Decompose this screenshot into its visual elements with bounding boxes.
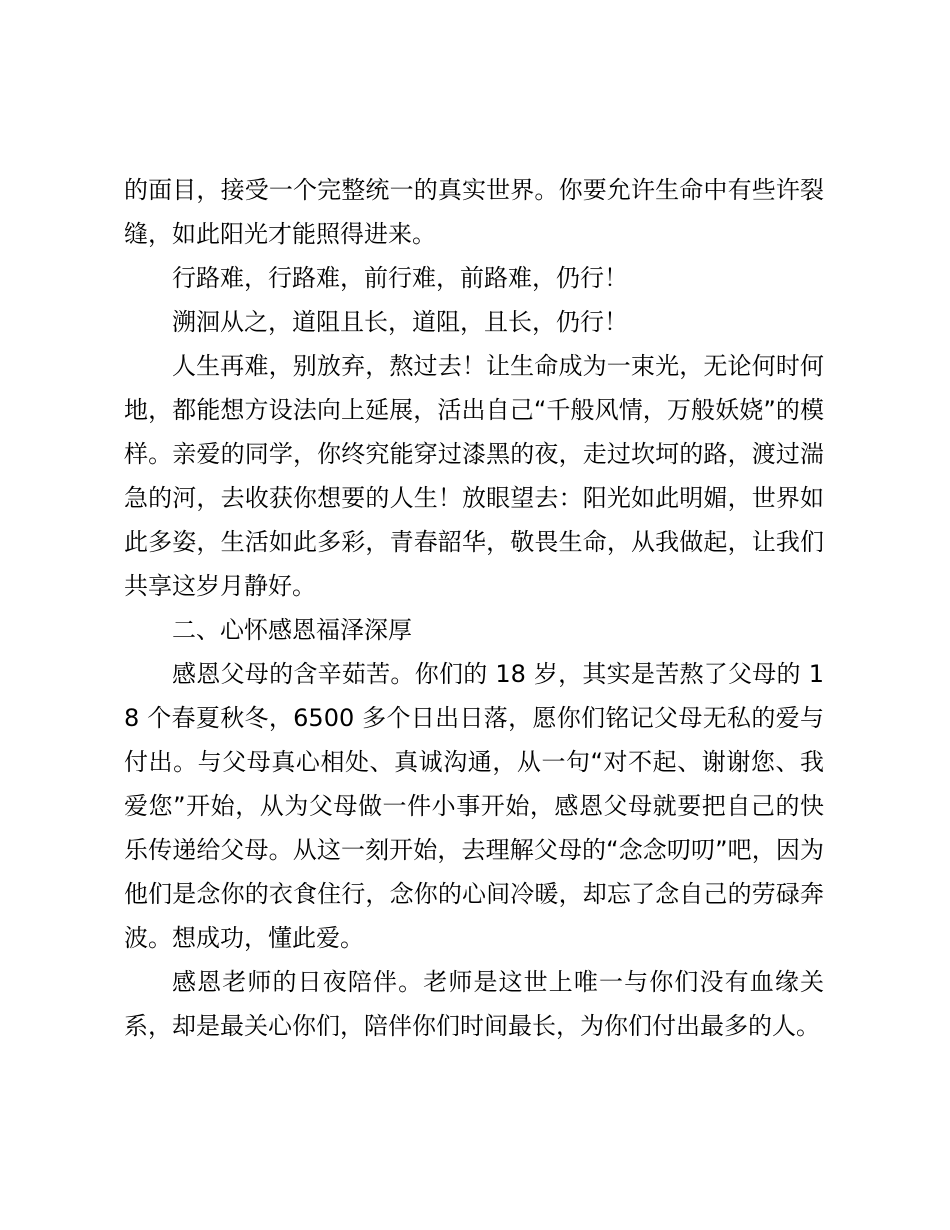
body-text [124, 168, 824, 1048]
paragraph-6: 感恩老师的日夜陪伴。老师是这世上唯一与你们没有血缘关系，却是最关心你们，陪伴你们时间最长，为你们付出最多的人。 [124, 968, 824, 1040]
paragraph-2: 行路难，行路难，前行难，前路难，仍行！ [172, 264, 628, 292]
section-heading: 二、心怀感恩福泽深厚 [172, 616, 412, 644]
paragraph-4: 人生再难，别放弃，熬过去！让生命成为一束光，无论何时何地，都能想方设法向上延展，活出自己“千般风情，万般妖娆”的模样。亲爱的同学，你终究能穿过漆黑的夜，走过坎坷的路，渡过湍急的河，去收获你想要的人生！放眼望去：阳光如此明媚，世界如此多姿，生活如此多彩，青春韶华，敬畏生命，从我做起，让我们共享这岁月静好。 [124, 352, 824, 600]
paragraph-3: 溯洄从之，道阻且长，道阻，且长，仍行！ [172, 308, 628, 336]
paragraph-1: 的面目，接受一个完整统一的真实世界。你要允许生命中有些许裂缝，如此阳光才能照得进来。 [124, 176, 824, 248]
paragraph-5: 感恩父母的含辛茹苦。你们的 18 岁，其实是苦熬了父母的 18 个春夏秋冬，6500 多个日出日落，愿你们铭记父母无私的爱与付出。与父母真心相处、真诚沟通，从一句“对不起、谢谢您、我爱您”开始，从为父母做一件小事开始，感恩父母就要把自己的快乐传递给父母。从这一刻开始，去理解父母的“念念叨叨”吧，因为他们是念你的衣食住行，念你的心间冷暖，却忘了念自己的劳碌奔波。想成功，懂此爱。 [124, 660, 824, 952]
